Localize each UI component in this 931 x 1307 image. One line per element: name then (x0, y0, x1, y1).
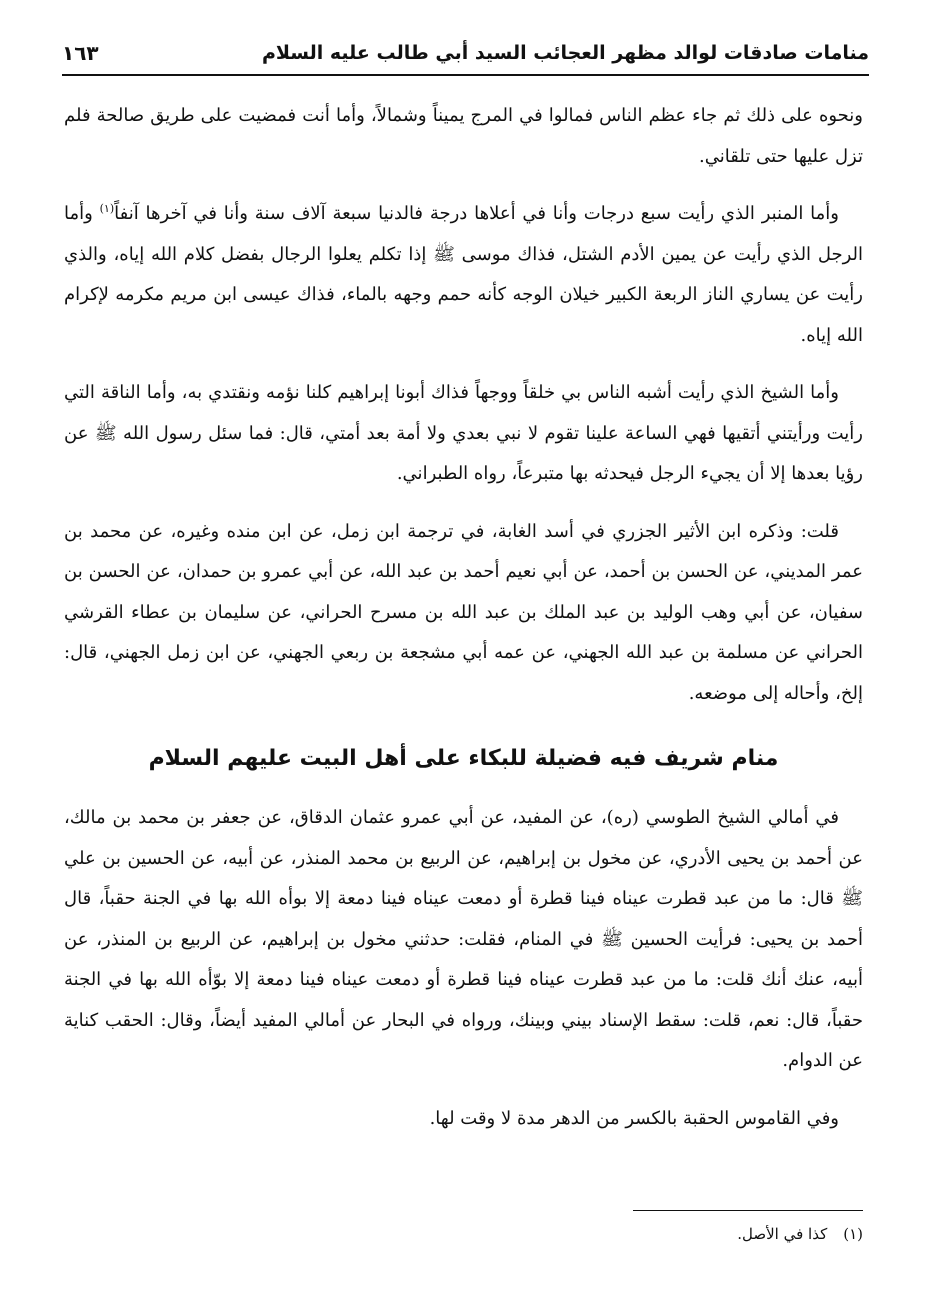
paragraph-4: قلت: وذكره ابن الأثير الجزري في أسد الغابة، في ترجمة ابن زمل، عن ابن منده وغيره، عن محمد بن عمر المديني، عن الحسن بن أحمد، عن أبي نعيم أحمد بن عبد الله، عن أبي عمرو بن حمدان، عن الحسن بن سفيان، عن أبي وهب الوليد بن عبد الملك بن عبد الله بن مسرح الحراني، عن سليمان بن عطاء القرشي الحراني عن مسلمة بن عبد الله الجهني، عن عمه أبي مشجعة بن ربعي الجهني، عن ابن زمل الجهني، قال: إلخ، وأحاله إلى موضعه. (64, 520, 864, 704)
footnote-text: كذا في الأصل. (737, 1225, 828, 1243)
paragraph-5: في أمالي الشيخ الطوسي (ره)، عن المفيد، عن أبي عمرو عثمان الدقاق، عن جعفر بن محمد بن مالك، عن أحمد بن يحيى الأدري، عن مخول بن إبراهيم، عن الربيع بن محمد المنذر، عن أبيه، عن الحسين بن علي ﷺ قال: ما من عبد قطرت عيناه فينا قطرة أو دمعت عيناه فينا دمعة إلا بوأه الله بها في الجنة حقباً، قال أحمد بن يحيى: فرأيت الحسين ﷺ في المنام، فقلت: حدثني مخول بن إبراهيم، عن الربيع بن المنذر، عن أبيه، عنك أنك قلت: ما من عبد قطرت عيناه فينا قطرة أو دمعت عيناه فينا دمعة إلا بوّأه الله بها في الجنة حقباً، قال: نعم، قلت: سقط الإسناد بيني وبينك، ورواه في البحار عن أمالي المفيد أيضاً، وقال: الحقب كناية عن الدوام. (64, 807, 863, 1071)
section-heading: منام شريف فيه فضيلة للبكاء على أهل البيت عليهم السلام (148, 746, 779, 771)
paragraph-2 (64, 194, 863, 356)
body-text (64, 96, 863, 1156)
paragraph-3: وأما الشيخ الذي رأيت أشبه الناس بي خلقاً ووجهاً فذاك أبونا إبراهيم كلنا نؤمه ونقتدي به، وأما الناقة التي رأيت ورأيتني أتقيها فهي الساعة علينا تقوم لا نبي بعدي ولا أمة بعد أمتي، قال: فما سئل رسول الله ﷺ عن رؤيا بعدها إلا أن يجيء الرجل فيحدثه بها متبرعاً، رواه الطبراني. (64, 382, 863, 484)
paragraph-6: وفي القاموس الحقبة بالكسر من الدهر مدة لا وقت لها. (429, 1107, 839, 1129)
header-title: منامات صادقات لوالد مظهر العجائب السيد أبي طالب عليه السلام (261, 42, 869, 64)
footnote-number: (١) (843, 1225, 863, 1243)
running-header (62, 32, 869, 76)
footnote-reference[interactable]: (١) (99, 202, 115, 215)
paragraph-2-part-1: وأما المنبر الذي رأيت سبع درجات وأنا في أعلاها درجة فالدنيا سبعة آلاف سنة وأنا في آخرها آنفاً (114, 203, 839, 224)
page-number: ١٦٣ (62, 41, 99, 65)
paragraph-1: ونحوه على ذلك ثم جاء عظم الناس فمالوا في المرج يميناً وشمالاً، وأما أنت فمضيت على طريق صالحة فلم تزل عليها حتى تلقاني. (64, 105, 863, 167)
footnote-divider (633, 1210, 863, 1211)
paragraph-2-part-2: وأما الرجل الذي رأيت عن يمين الأدم الشتل، فذاك موسى ﷺ إذا تكلم يعلوا الرجال بفضل كلام الله إياه، والذي رأيت عن يساري الناز الربعة الكبير خيلان الوجه كأنه حمم وجهه بالماء، فذاك عيسى ابن مريم مكرمه لإكرام الله إياه. (64, 203, 863, 346)
footnote (64, 1220, 863, 1248)
